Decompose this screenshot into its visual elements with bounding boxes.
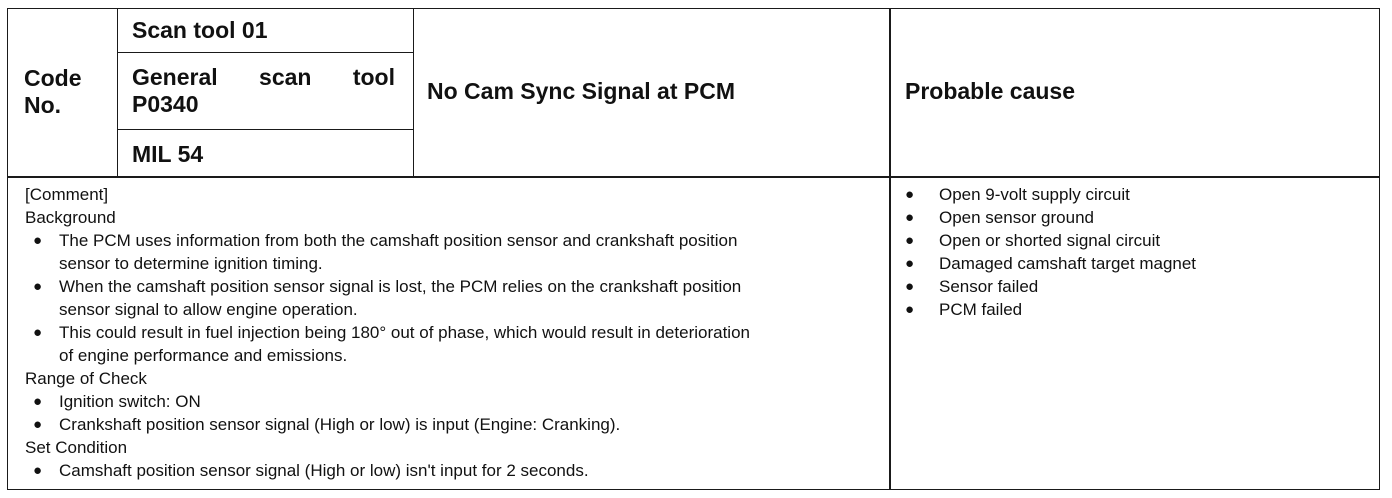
bullet-icon: ● [33, 232, 43, 249]
general-scan-tool-code: P0340 [132, 91, 199, 117]
background-bullet-3 [25, 321, 875, 344]
bullet-icon: ● [905, 209, 915, 226]
scan-tool-column-divider [413, 8, 414, 176]
cause-text: Sensor failed [939, 277, 1039, 296]
bullet-icon: ● [905, 186, 915, 203]
scan-tool-row-divider-1 [117, 52, 413, 53]
bullet-text: Camshaft position sensor signal (High or low) isn't input for 2 seconds. [59, 461, 589, 480]
bullet-icon: ● [33, 416, 43, 433]
background-bullet-1 [25, 229, 875, 252]
cause-text: Open 9-volt supply circuit [939, 185, 1130, 204]
background-heading: Background [25, 208, 116, 227]
mil-code-label: MIL 54 [132, 141, 204, 167]
bullet-text: Crankshaft position sensor signal (High or low) is input (Engine: Cranking). [59, 415, 621, 434]
header-bottom-divider [7, 176, 1380, 178]
bullet-icon: ● [33, 393, 43, 410]
code-label-line: Code [24, 65, 82, 91]
bullet-text: The PCM uses information from both the camshaft position sensor and crankshaft position [59, 231, 738, 250]
general-scan-tool-line: General scan tool [132, 64, 395, 90]
bullet-icon: ● [905, 232, 915, 249]
bullet-text: This could result in fuel injection being 180° out of phase, which would result in deterioration [59, 323, 750, 342]
comment-label: [Comment] [25, 185, 109, 204]
page-title: No Cam Sync Signal at PCM [427, 78, 736, 104]
set-condition-heading: Set Condition [25, 438, 128, 457]
cause-text: Open sensor ground [939, 208, 1094, 227]
code-column-divider [117, 8, 118, 176]
scan-tool-01-label: Scan tool 01 [132, 17, 268, 43]
set-condition-bullet-1 [25, 459, 875, 482]
probable-cause-divider [889, 8, 891, 490]
bullet-icon: ● [905, 255, 915, 272]
bullet-icon: ● [33, 278, 43, 295]
background-bullet-2-cont: sensor signal to allow engine operation. [59, 300, 358, 319]
bullet-icon: ● [905, 278, 915, 295]
cause-item [905, 206, 1365, 229]
cause-text: PCM failed [939, 300, 1023, 319]
cause-item [905, 183, 1365, 206]
comment-section [25, 183, 875, 482]
code-no-label [24, 65, 82, 119]
cause-item [905, 275, 1365, 298]
bullet-icon: ● [33, 324, 43, 341]
bullet-icon: ● [33, 462, 43, 479]
background-bullet-3-cont: of engine performance and emissions. [59, 346, 348, 365]
probable-cause-heading: Probable cause [905, 78, 1076, 104]
background-bullet-1-cont: sensor to determine ignition timing. [59, 254, 323, 273]
scan-tool-row-divider-2 [117, 129, 413, 130]
range-of-check-heading: Range of Check [25, 369, 147, 388]
general-scan-tool-label [132, 64, 395, 118]
probable-cause-list [905, 183, 1365, 321]
cause-item [905, 298, 1365, 321]
cause-item [905, 252, 1365, 275]
background-bullet-2 [25, 275, 875, 298]
bullet-icon: ● [905, 301, 915, 318]
no-label-line: No. [24, 92, 62, 118]
cause-text: Damaged camshaft target magnet [939, 254, 1197, 273]
range-bullet-1 [25, 390, 875, 413]
range-bullet-2 [25, 413, 875, 436]
bullet-text: Ignition switch: ON [59, 392, 201, 411]
bullet-text: When the camshaft position sensor signal is lost, the PCM relies on the crankshaft position [59, 277, 742, 296]
cause-text: Open or shorted signal circuit [939, 231, 1161, 250]
cause-item [905, 229, 1365, 252]
